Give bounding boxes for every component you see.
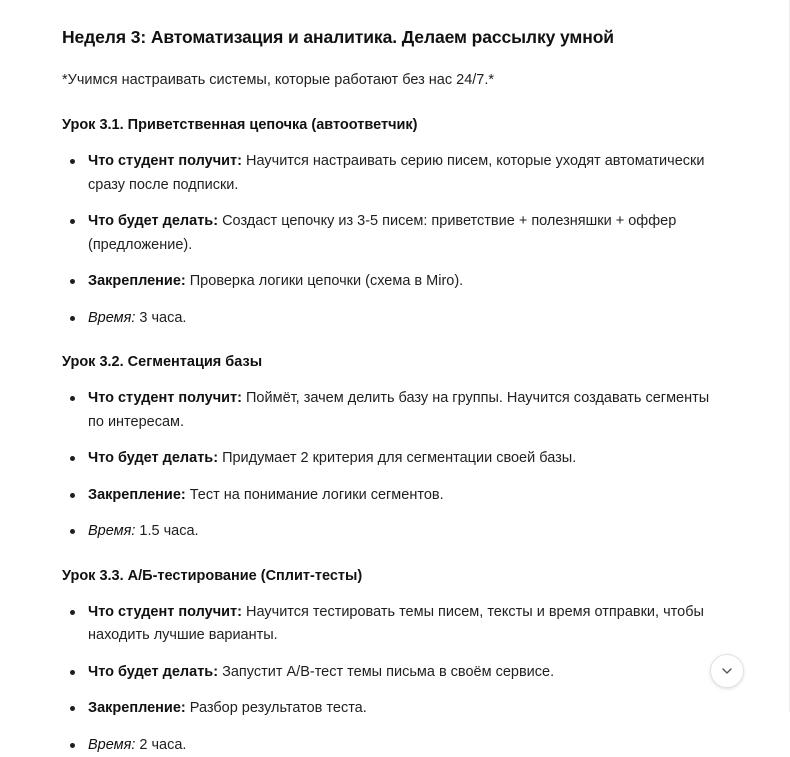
list-item — [62, 270, 728, 293]
item-label: Время: — [88, 736, 136, 753]
lesson-item-list — [62, 601, 728, 757]
item-text: Тест на понимание логики сегментов. — [185, 486, 444, 503]
item-label: Закрепление: — [88, 486, 186, 503]
lesson-heading: Урок 3.3. А/Б-тестирование (Сплит-тесты) — [62, 567, 363, 584]
item-text: Поймёт, зачем делить базу на группы. Научится создавать сегменты по интересам. — [88, 390, 710, 430]
lesson-section — [62, 352, 728, 543]
item-label: Время: — [88, 523, 136, 540]
page-title: Неделя 3: Автоматизация и аналитика. Делаем рассылку умной — [62, 27, 614, 47]
item-label: Что будет делать: — [88, 663, 219, 680]
item-label: Что студент получит: — [88, 603, 242, 620]
lesson-item-list — [62, 150, 728, 330]
item-text: Создаст цепочку из 3-5 писем: приветствие + полезняшки + оффер (предложение). — [88, 213, 677, 253]
item-label: Что студент получит: — [88, 153, 242, 170]
lesson-item-list — [62, 387, 728, 543]
lesson-heading: Урок 3.2. Сегментация базы — [62, 354, 263, 371]
item-text: Запустит A/B-тест темы письма в своём сервисе. — [218, 663, 555, 680]
item-label: Закрепление: — [88, 700, 186, 717]
list-item — [62, 447, 728, 470]
item-text: 3 часа. — [135, 309, 187, 326]
lesson-section — [62, 566, 728, 757]
lesson-heading: Урок 3.1. Приветственная цепочка (автоответчик) — [62, 117, 418, 134]
document-subtitle: *Учимся настраивать системы, которые работают без нас 24/7.* — [62, 71, 495, 88]
item-label: Что будет делать: — [88, 213, 219, 230]
scroll-down-button[interactable] — [710, 654, 744, 688]
item-label: Что студент получит: — [88, 390, 242, 407]
list-item — [62, 520, 728, 543]
list-item — [62, 484, 728, 507]
item-text: Придумает 2 критерия для сегментации своей базы. — [218, 450, 577, 467]
item-text: Научится тестировать темы писем, тексты и время отправки, чтобы находить лучшие варианты. — [88, 603, 704, 644]
item-text: Разбор результатов теста. — [185, 700, 367, 717]
item-text: Научится настраивать серию писем, которые уходят автоматически сразу после подписки. — [88, 153, 705, 193]
list-item — [62, 734, 728, 757]
list-item — [62, 387, 728, 434]
list-item — [62, 307, 728, 330]
list-item — [62, 697, 728, 720]
item-text: 2 часа. — [135, 736, 187, 753]
item-label: Время: — [88, 309, 136, 326]
item-text: Проверка логики цепочки (схема в Miro). — [185, 273, 464, 290]
list-item — [62, 150, 728, 197]
item-label: Закрепление: — [88, 273, 186, 290]
chevron-down-icon — [720, 664, 734, 678]
item-text: 1.5 часа. — [135, 523, 199, 540]
lesson-section — [62, 115, 728, 330]
item-label: Что будет делать: — [88, 450, 219, 467]
list-item — [62, 601, 728, 648]
list-item — [62, 661, 728, 684]
list-item — [62, 210, 728, 257]
